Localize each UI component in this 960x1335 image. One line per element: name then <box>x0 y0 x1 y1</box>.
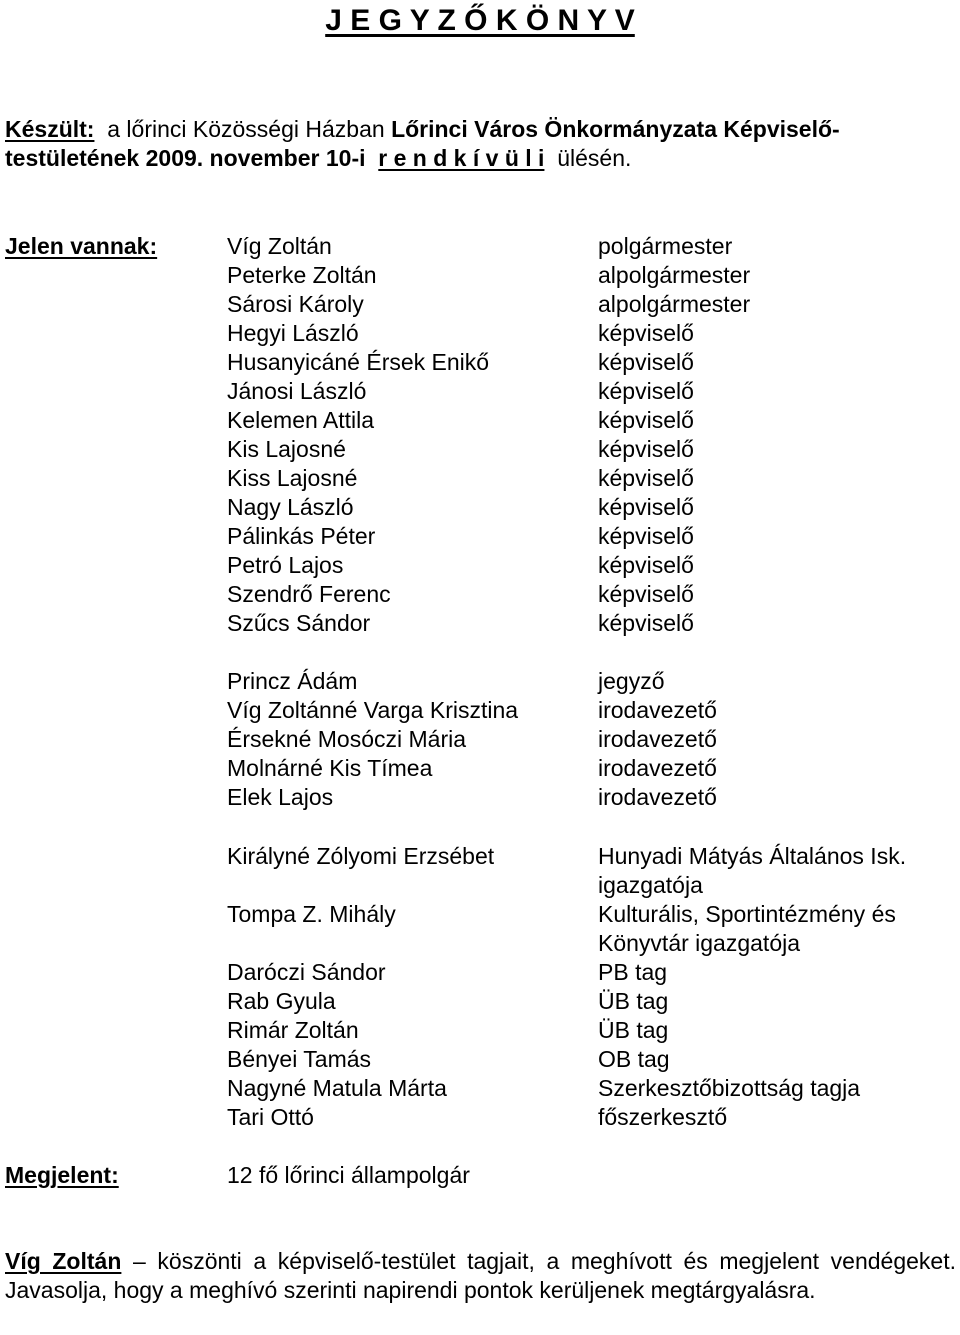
document-title: J E G Y Z Ő K Ö N Y V <box>325 4 635 37</box>
closing-paragraph <box>5 1247 956 1305</box>
group3-role-0-line1: Hunyadi Mátyás Általános Isk. <box>598 843 907 869</box>
attendee-name-12: Szendrő Ferenc <box>227 581 391 607</box>
attendee-name-0: Víg Zoltán <box>227 233 332 259</box>
closing-text: – köszönti a képviselő-testület tagjait, a meghívott és megjelent vendégeket. Javasolja, hogy a meghívó szerinti napirendi pontok kerüljenek megtárgyalásra. <box>5 1248 957 1303</box>
group1-names <box>227 232 489 638</box>
attendee-role-1: alpolgármester <box>598 262 751 288</box>
attendee-name-11: Petró Lajos <box>227 552 344 578</box>
group2-roles <box>598 667 717 812</box>
group3-role-1-line1: Kulturális, Sportintézmény és <box>598 901 896 927</box>
staff-role-1: irodavezető <box>598 697 717 723</box>
attendee-role-9: képviselő <box>598 494 694 520</box>
group4-roles <box>598 958 860 1132</box>
attendee-name-4: Husanyicáné Érsek Enikő <box>227 349 490 375</box>
attendee-role-12: képviselő <box>598 581 694 607</box>
attendee-name-1: Peterke Zoltán <box>227 262 377 288</box>
intro-body: Lőrinci Város Önkormányzata Képviselő-testületének 2009. november 10-i <box>5 116 840 171</box>
committee-name-1: Rab Gyula <box>227 988 336 1014</box>
appeared-label: Megjelent: <box>5 1162 119 1188</box>
committee-role-1: ÜB tag <box>598 988 669 1014</box>
group3-name-0: Királyné Zólyomi Erzsébet <box>227 843 495 869</box>
committee-name-5: Tari Ottó <box>227 1104 314 1130</box>
attendee-name-5: Jánosi László <box>227 378 367 404</box>
committee-role-3: OB tag <box>598 1046 670 1072</box>
committee-role-0: PB tag <box>598 959 668 985</box>
appeared-text: 12 fő lőrinci állampolgár <box>227 1162 470 1188</box>
staff-role-3: irodavezető <box>598 755 717 781</box>
staff-role-4: irodavezető <box>598 784 717 810</box>
group4-names <box>227 958 447 1132</box>
attendee-role-10: képviselő <box>598 523 694 549</box>
attendee-role-3: képviselő <box>598 320 694 346</box>
staff-name-0: Princz Ádám <box>227 668 358 694</box>
committee-role-5: főszerkesztő <box>598 1104 728 1130</box>
attendee-name-13: Szűcs Sándor <box>227 610 371 636</box>
committee-name-3: Bényei Tamás <box>227 1046 372 1072</box>
committee-name-4: Nagyné Matula Márta <box>227 1075 447 1101</box>
staff-name-2: Érsekné Mosóczi Mária <box>227 726 467 752</box>
group3-name-1: Tompa Z. Mihály <box>227 901 396 927</box>
staff-name-3: Molnárné Kis Tímea <box>227 755 433 781</box>
intro-label: Készült: <box>5 116 95 142</box>
group2-names <box>227 667 518 812</box>
staff-role-2: irodavezető <box>598 726 717 752</box>
attendee-name-8: Kiss Lajosné <box>227 465 358 491</box>
attendee-name-2: Sárosi Károly <box>227 291 364 317</box>
attendee-role-5: képviselő <box>598 378 694 404</box>
attendee-role-4: képviselő <box>598 349 694 375</box>
attendee-name-9: Nagy László <box>227 494 354 520</box>
committee-name-0: Daróczi Sándor <box>227 959 386 985</box>
group1-roles <box>598 232 750 638</box>
group3-role-0-line2: igazgatója <box>598 872 703 898</box>
attendee-name-10: Pálinkás Péter <box>227 523 376 549</box>
committee-name-2: Rimár Zoltán <box>227 1017 359 1043</box>
attendee-name-3: Hegyi László <box>227 320 359 346</box>
present-label: Jelen vannak: <box>5 233 158 259</box>
attendee-name-7: Kis Lajosné <box>227 436 346 462</box>
staff-name-4: Elek Lajos <box>227 784 334 810</box>
attendee-role-11: képviselő <box>598 552 694 578</box>
staff-name-1: Víg Zoltánné Varga Krisztina <box>227 697 519 723</box>
intro-end: ülésén. <box>557 145 632 171</box>
intro-session-type: r e n d k í v ü l i <box>378 145 545 171</box>
attendee-name-6: Kelemen Attila <box>227 407 375 433</box>
attendee-role-8: képviselő <box>598 465 694 491</box>
attendee-role-6: képviselő <box>598 407 694 433</box>
attendee-role-7: képviselő <box>598 436 694 462</box>
group3-role-1-line2: Könyvtár igazgatója <box>598 930 801 956</box>
closing-speaker: Víg Zoltán <box>5 1248 122 1274</box>
attendee-role-0: polgármester <box>598 233 733 259</box>
intro-paragraph <box>5 115 955 173</box>
intro-location: a lőrinci Közösségi Házban <box>107 116 385 142</box>
committee-role-4: Szerkesztőbizottság tagja <box>598 1075 861 1101</box>
attendee-role-2: alpolgármester <box>598 291 751 317</box>
attendee-role-13: képviselő <box>598 610 694 636</box>
staff-role-0: jegyző <box>598 668 665 694</box>
committee-role-2: ÜB tag <box>598 1017 669 1043</box>
